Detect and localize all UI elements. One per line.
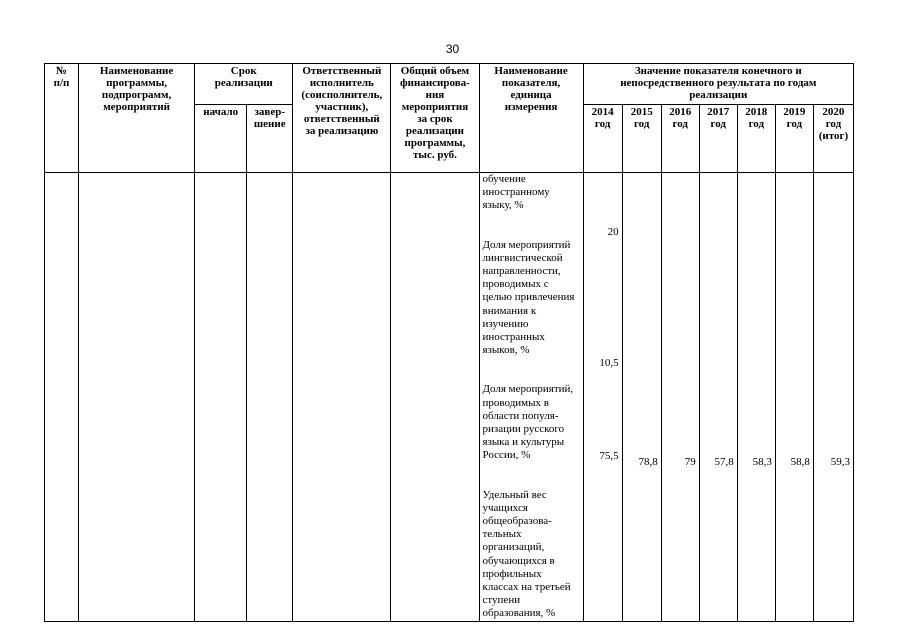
header-num: № п/п [45,64,79,173]
header-values-title: Значение показателя конечного и непосредственного результата по годам реализации [583,64,853,105]
header-year: 2014 год [583,105,622,173]
cell-funding [391,173,479,622]
indicator-value: 59,3 [830,456,850,468]
cell-responsible [293,173,391,622]
year-column-2018 [737,173,775,622]
header-year: 2016 год [661,105,699,173]
year-column-2019 [775,173,813,622]
indicator-name: обучение иностранному языку, % [482,173,550,212]
indicator-value: 20 [607,226,619,238]
indicator-value: 78,8 [638,456,658,468]
program-table [44,63,854,622]
header-indicator: Наименование показателя, единица измерения [479,64,583,173]
page-number: 30 [445,42,460,56]
cell-term-start [195,173,247,622]
cell-term-end [247,173,293,622]
header-funding: Общий объем финансирова- ния мероприятия за срок реализации программы, тыс. руб. [391,64,479,173]
indicator-name: Удельный вес учащихся общеобразова- тельных организаций, обучающихся в профильных классах на третьей ступени образования, % [482,488,571,620]
year-column-2016 [661,173,699,622]
header-term-start: начало [195,105,247,173]
header-year: 2015 год [622,105,661,173]
header-responsible: Ответственный исполнитель (соисполнитель, участник), ответственный за реализацию [293,64,391,173]
year-column-2017 [699,173,737,622]
header-name: Наименование программы, подпрограмм, мероприятий [79,64,195,173]
indicator-value: 10,5 [599,357,619,370]
header-year: 2019 год [775,105,813,173]
indicator-column [479,173,583,622]
cell-name [79,173,195,622]
indicator-value: 58,8 [790,456,810,468]
year-column-2020 [813,173,853,622]
header-year: 2017 год [699,105,737,173]
header-term-end: завер- шение [247,105,293,173]
indicator-value: 58,3 [752,456,772,468]
year-column-2014 [583,173,622,622]
header-year: 2020 год (итог) [813,105,853,173]
year-column-2015 [622,173,661,622]
indicator-name: Доля мероприятий лингвистической направленности, проводимых с целью привлечения внимания к изучению иностранных языков, % [482,238,575,357]
header-year: 2018 год [737,105,775,173]
header-term: Срок реализации [195,64,293,105]
cell-num [45,173,79,622]
indicator-value: 57,8 [714,456,734,468]
indicator-value: 79 [684,456,696,468]
indicator-value: 75,5 [599,450,619,463]
indicator-name: Доля мероприятий, проводимых в области популя- ризации русского языка и культуры России, % [482,383,574,462]
